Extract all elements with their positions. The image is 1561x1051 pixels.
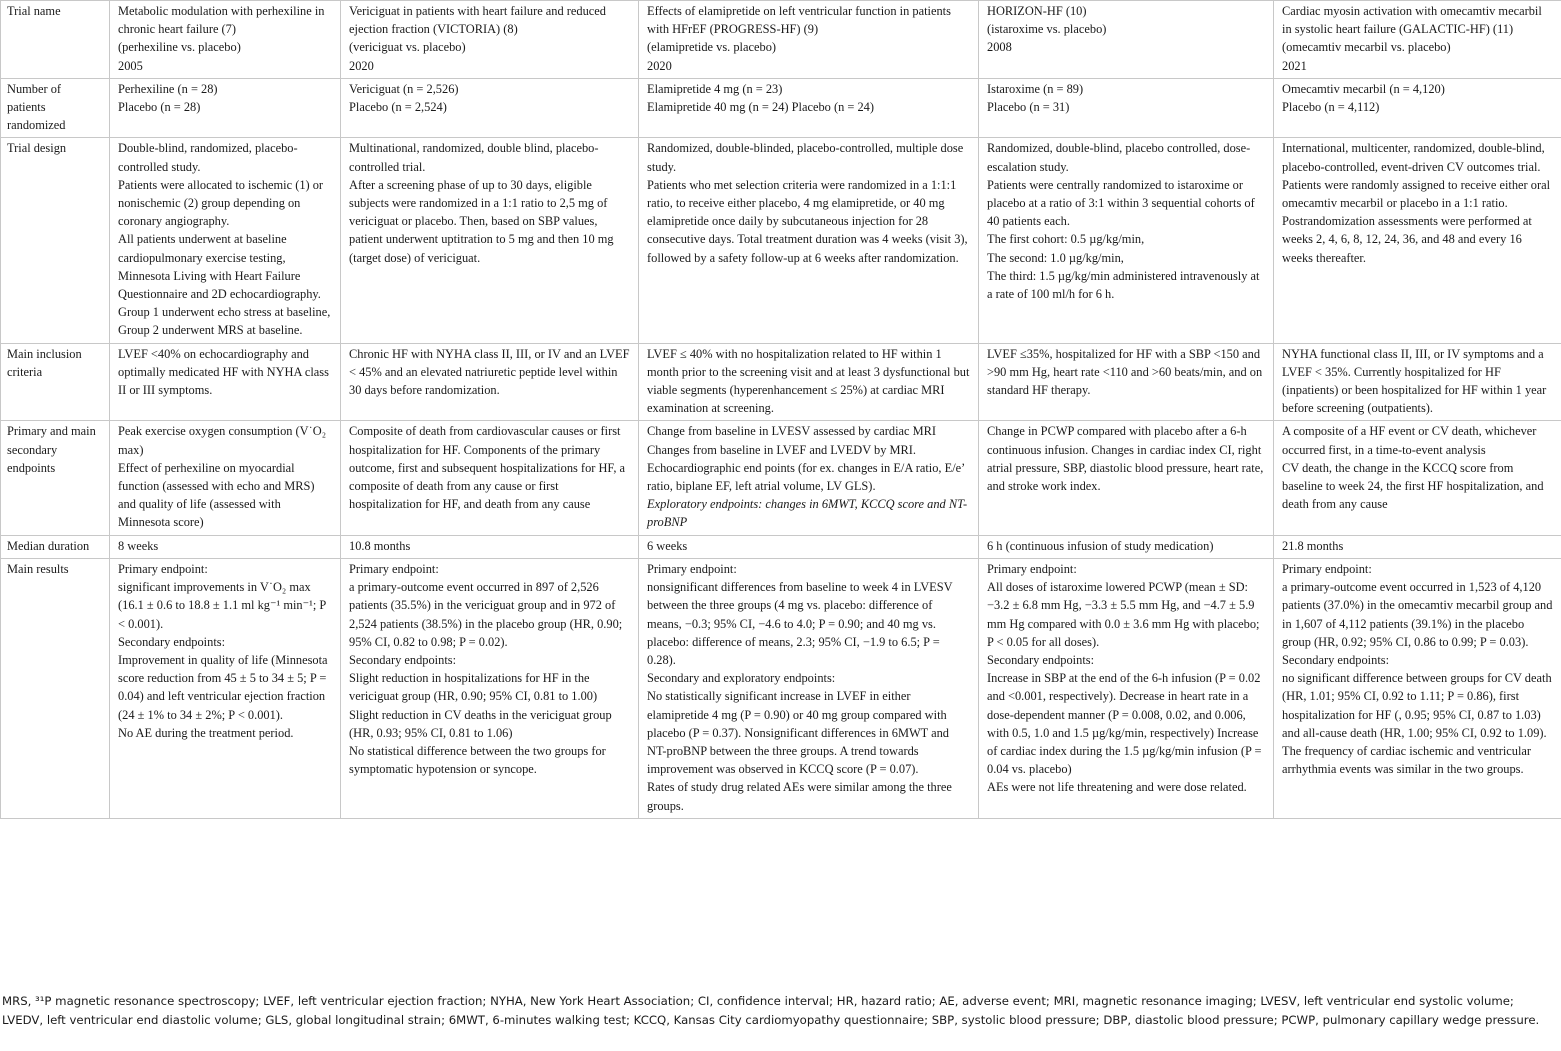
cell-text-line: Effect of perhexiline on myocardial function (assessed with echo and MRS) and quality of life (assessed with Minnesota score) [118,460,315,530]
cell-text-line: Placebo (n = 2,524) [349,100,447,115]
cell-vericiguat [341,558,639,818]
cell-text-line: Composite of death from cardiovascular causes or first hospitalization for HF. Components of the primary outcome, first and subsequent hospitalizations for HF, a composite of death from any cause or first hospitalization for HF, and death from any cause [349,424,626,512]
cell-elamipretide [639,343,979,421]
cell-text-line: No AE during the treatment period. [118,725,294,740]
cell-text-line: Primary endpoint: [1282,561,1372,576]
cell-text-line: Slight reduction in hospitalizations for HF in the vericiguat group (HR, 0.90; 95% CI, 0.81 to 1.00) [349,671,598,704]
cell-text-line: 8 weeks [118,538,159,553]
cell-text-line: 2021 [1282,58,1307,73]
inclusion-criteria-row [1,343,1561,421]
cell-vericiguat [341,535,639,558]
cell-text-line: (istaroxime vs. placebo) [987,22,1107,37]
cell-text-line: Primary endpoint: [349,561,439,576]
cell-perhexiline [110,78,341,138]
patients-randomized-row [1,78,1561,138]
cell-omecamtiv [1274,535,1561,558]
cell-vericiguat [341,1,639,79]
cell-text-line: 10.8 months [349,538,411,553]
cell-elamipretide [639,1,979,79]
cell-text-line: The first cohort: 0.5 µg/kg/min, [987,232,1145,247]
cell-elamipretide [639,558,979,818]
cell-elamipretide [639,535,979,558]
cell-text-line: Vericiguat (n = 2,526) [349,81,459,96]
cell-omecamtiv [1274,343,1561,421]
cell-omecamtiv [1274,421,1561,535]
cell-text-line: Chronic HF with NYHA class II, III, or IV and an LVEF < 45% and an elevated natriuretic peptide level within 30 days before randomization. [349,346,630,398]
row-label: Primary and main secondary endpoints [1,421,110,535]
cell-text-line: Secondary and exploratory endpoints: [647,671,836,686]
cell-text-line: 2008 [987,40,1012,55]
cell-perhexiline [110,343,341,421]
cell-vericiguat [341,343,639,421]
cell-text-line: LVEF ≤ 40% with no hospitalization related to HF within 1 month prior to the screening visit and at least 3 dysfunctional but viable segments (hyperenhancement ≤ 25%) at cardiac MRI examination at screening. [647,346,970,416]
cell-text-line: The third: 1.5 µg/kg/min administered intravenously at a rate of 100 ml/h for 6 h. [987,268,1260,302]
cell-text-line: Change in PCWP compared with placebo after a 6-h continuous infusion. Changes in cardiac index CI, right atrial pressure, SBP, diastolic blood pressure, heart rate, and stroke work index. [987,424,1264,494]
cell-text-line: Effects of elamipretide on left ventricular function in patients with HFrEF (PROGRESS-HF) (9) [647,4,951,37]
cell-text-line: a primary-outcome event occurred in 1,523 of 4,120 patients (37.0%) in the omecamtiv mecarbil group and in 1,607 of 4,112 patients (39.1%) in the placebo group (HR, 0.92; 95% CI, 0.86 to 0.99; P = 0.03). [1282,580,1553,649]
trial-name-row [1,1,1561,79]
cell-text-line: no significant difference between groups for CV death (HR, 1.01; 95% CI, 0.92 to 1.11; P = 0.86), first hospitalization for HF (, 0.95; 95% CI, 0.87 to 1.03) and all-cause death (HR, 1.00; 95% CI, 0.92 to 1.09). [1282,671,1552,740]
cell-perhexiline [110,138,341,343]
cell-text-line: Elamipretide 4 mg (n = 23) [647,81,783,96]
cell-text-line: 2020 [349,58,374,73]
cell-text-line: (elamipretide vs. placebo) [647,40,777,55]
cell-text-line: Placebo (n = 4,112) [1282,100,1380,115]
cell-perhexiline [110,558,341,818]
cell-text-line: 6 weeks [647,538,688,553]
cell-omecamtiv [1274,78,1561,138]
row-label: Trial name [1,1,110,79]
cell-text-line: Secondary endpoints: [1282,652,1390,667]
row-label: Median duration [1,535,110,558]
cell-text-line: International, multicenter, randomized, double-blind, placebo-controlled, event-driven CV outcomes trial. [1282,141,1545,174]
cell-vericiguat [341,421,639,535]
cell-elamipretide [639,421,979,535]
table-footnote: MRS, ³¹P magnetic resonance spectroscopy; LVEF, left ventricular ejection fraction; NYHA, New York Heart Association; CI, confidence interval; HR, hazard ratio; AE, adverse event; MRI, magnetic resonance imaging; LVESV, left ventricular end systolic volume; LVEDV, left ventricular end diastolic volume; GLS, global longitudinal strain; 6MWT, 6-minutes walking test; KCCQ, Kansas City cardiomyopathy questionnaire; SBP, systolic blood pressure; DBP, diastolic blood pressure; PCWP, pulmonary capillary wedge pressure. [2,994,1540,1027]
cell-text-line: CV death, the change in the KCCQ score from baseline to week 24, the first HF hospitalization, and death from any cause [1282,460,1544,512]
cell-text-line: Rates of study drug related AEs were similar among the three groups. [647,780,952,813]
cell-text-line: Group 2 underwent MRS at baseline. [118,323,303,338]
cell-text-line: HORIZON-HF (10) [987,4,1087,18]
cell-text-line: Increase in SBP at the end of the 6-h infusion (P = 0.02 and <0.001, respectively). Decrease in heart rate in a dose-dependent manner (P = 0.008, 0.02, and 0.006, with 0.5, 1.0 and 1.5 µg/kg/min, respectively) Increase of cardiac index during the 1.5 µg/kg/min infusion (P = 0.04 vs. placebo) [987,671,1262,777]
cell-istaroxime [979,78,1274,138]
cell-text-line: All patients underwent at baseline cardiopulmonary exercise testing, Minnesota Living with Heart Failure Questionnaire and 2D echocardiography. [118,232,321,302]
cell-text-line: (omecamtiv mecarbil vs. placebo) [1282,40,1451,55]
cell-text-line: Patients were centrally randomized to istaroxime or placebo at a ratio of 3:1 within 3 sequential cohorts of 40 patients each. [987,177,1255,229]
cell-text-line: AEs were not life threatening and were dose related. [987,780,1247,795]
endpoints-row [1,421,1561,535]
cell-text-line: No statistical difference between the two groups for symptomatic hypotension or syncope. [349,743,606,777]
cell-text-line: a primary-outcome event occurred in 897 of 2,526 patients (35.5%) in the vericiguat group and in 972 of 2,524 patients (38.5%) in the placebo group (HR, 0.90; 95% CI, 0.82 to 0.98; P = 0.02). [349,580,623,649]
cell-text-line: Istaroxime (n = 89) [987,81,1084,96]
cell-text-line: 2020 [647,58,672,73]
cell-text-line: LVEF ≤35%, hospitalized for HF with a SBP <150 and >90 mm Hg, heart rate <110 and >60 beats/min, and on standard HF therapy. [987,346,1263,398]
cell-omecamtiv [1274,1,1561,79]
cell-text-line: Primary endpoint: [987,561,1077,576]
cell-perhexiline [110,535,341,558]
cell-text-line: Change from baseline in LVESV assessed by cardiac MRI [647,424,937,439]
cell-text-line: Patients were randomly assigned to receive either oral omecamtiv mecarbil or placebo in a 1:1 ratio. Postrandomization assessments were performed at weeks 2, 4, 6, 8, 12, 24, 36, and 48 and every 16 weeks thereafter. [1282,177,1551,265]
cell-text-line: No statistically significant increase in LVEF in either elamipretide 4 mg (P = 0.90) or 40 mg group compared with placebo (P = 0.37). Nonsignificant differences in 6MWT and NT-proBNP between the three groups. A trend towards improvement was observed in KCCQ score (P = 0.07). [647,689,949,777]
cell-text-line: Double-blind, randomized, placebo-controlled study. [118,141,298,174]
cell-text-line: The frequency of cardiac ischemic and ventricular arrhythmia events was similar in the two groups. [1282,743,1532,777]
cell-text-line: Exploratory endpoints: changes in 6MWT, KCCQ score and NT-proBNP [647,497,968,530]
cell-elamipretide [639,138,979,343]
cell-istaroxime [979,138,1274,343]
cell-text-line: Primary endpoint: [118,561,208,576]
cell-text-line: Placebo (n = 31) [987,100,1070,115]
cell-text-line: Slight reduction in CV deaths in the vericiguat group (HR, 0.93; 95% CI, 0.81 to 1.06) [349,707,612,740]
cell-perhexiline [110,421,341,535]
cell-vericiguat [341,138,639,343]
cell-text-line: Changes from baseline in LVEF and LVEDV by MRI. Echocardiographic end points (for ex. changes in E/A ratio, E/e’ ratio, biplane EF, left atrial volume, LV GLS). [647,442,965,494]
cell-text-line: Elamipretide 40 mg (n = 24) Placebo (n = 24) [647,100,874,115]
cell-text-line: After a screening phase of up to 30 days, eligible subjects were randomized in a 1:1 ratio to 2,5 mg of vericiguat or placebo. Then, based on SBP values, patient underwent uptitration to 5 mg and then 10 mg (target dose) of vericiguat. [349,177,614,265]
cell-text-line: 21.8 months [1282,538,1344,553]
cell-omecamtiv [1274,558,1561,818]
cell-text-line: (perhexiline vs. placebo) [118,40,241,55]
cell-text-line: Improvement in quality of life (Minnesota score reduction from 45 ± 5 to 34 ± 5; P = 0.04) and left ventricular ejection fraction (24 ± 1% to 34 ± 2%; P < 0.001). [118,652,328,722]
cell-text-line: Peak exercise oxygen consumption (V˙O₂ max) [118,424,327,457]
cell-text-line: LVEF <40% on echocardiography and optimally medicated HF with NYHA class II or III symptoms. [118,346,329,398]
cell-text-line: nonsignificant differences from baseline to week 4 in LVESV between the three groups (4 mg vs. placebo: difference of means, −0.3; 95% CI, −4.6 to 4.0; P = 0.90; and 40 mg vs. placebo: difference of means, 2.3; 95% CI, −1.9 to 6.5; P = 0.28). [647,580,953,667]
cell-text-line: Secondary endpoints: [118,634,226,649]
cell-text-line: Patients who met selection criteria were randomized in a 1:1:1 ratio, to receive either placebo, 4 mg elamipretide, or 40 mg elamipretide once daily by subcutaneous injection for 28 consecutive days. Total treatment duration was 4 weeks (visit 3), followed by a safety follow-up at 6 weeks after randomization. [647,177,968,265]
cell-text-line: 6 h (continuous infusion of study medication) [987,538,1214,553]
cell-text-line: Multinational, randomized, double blind, placebo-controlled trial. [349,141,599,174]
cell-istaroxime [979,421,1274,535]
row-label: Main results [1,558,110,818]
cell-omecamtiv [1274,138,1561,343]
cell-text-line: 2005 [118,58,143,73]
cell-text-line: NYHA functional class II, III, or IV symptoms and a LVEF < 35%. Currently hospitalized for HF (inpatients) or been hospitalized for HF within 1 year before screening (outpatients). [1282,346,1547,416]
cell-text-line: Cardiac myosin activation with omecamtiv mecarbil in systolic heart failure (GALACTIC-HF) (11) [1282,4,1542,37]
cell-text-line: Secondary endpoints: [349,652,457,667]
cell-text-line: The second: 1.0 µg/kg/min, [987,250,1124,265]
cell-text-line: Primary endpoint: [647,561,737,576]
median-duration-row [1,535,1561,558]
cell-elamipretide [639,78,979,138]
cell-text-line: Placebo (n = 28) [118,100,201,115]
cell-text-line: (vericiguat vs. placebo) [349,40,466,55]
cell-text-line: Secondary endpoints: [987,652,1095,667]
cell-text-line: Metabolic modulation with perhexiline in chronic heart failure (7) [118,4,325,37]
cell-text-line: Perhexiline (n = 28) [118,81,218,96]
cell-text-line: Randomized, double-blinded, placebo-controlled, multiple dose study. [647,141,964,174]
cell-istaroxime [979,343,1274,421]
cell-text-line: Omecamtiv mecarbil (n = 4,120) [1282,81,1445,96]
cell-istaroxime [979,535,1274,558]
cell-istaroxime [979,558,1274,818]
cell-perhexiline [110,1,341,79]
cell-istaroxime [979,1,1274,79]
cell-text-line: significant improvements in V˙O₂ max (16.1 ± 0.6 to 18.8 ± 1.1 ml kg⁻¹ min⁻¹; P < 0.001). [118,580,326,631]
cell-text-line: Group 1 underwent echo stress at baseline, [118,305,331,320]
cell-vericiguat [341,78,639,138]
trial-design-row [1,138,1561,343]
cell-text-line: A composite of a HF event or CV death, whichever occurred first, in a time-to-event analysis [1282,424,1537,457]
cell-text-line: Vericiguat in patients with heart failure and reduced ejection fraction (VICTORIA) (8) [349,4,607,37]
cell-text-line: Randomized, double-blind, placebo controlled, dose-escalation study. [987,141,1251,174]
cell-text-line: All doses of istaroxime lowered PCWP (mean ± SD: −3.2 ± 6.8 mm Hg, −3.3 ± 5.5 mm Hg, and −4.7 ± 5.9 mm Hg compared with 0.0 ± 3.6 mm Hg with placebo; P < 0.05 for all doses). [987,580,1260,649]
main-results-row [1,558,1561,818]
cell-text-line: Patients were allocated to ischemic (1) or nonischemic (2) group depending on coronary angiography. [118,177,324,229]
row-label: Trial design [1,138,110,343]
row-label: Main inclusion criteria [1,343,110,421]
row-label: Number of patients randomized [1,78,110,138]
